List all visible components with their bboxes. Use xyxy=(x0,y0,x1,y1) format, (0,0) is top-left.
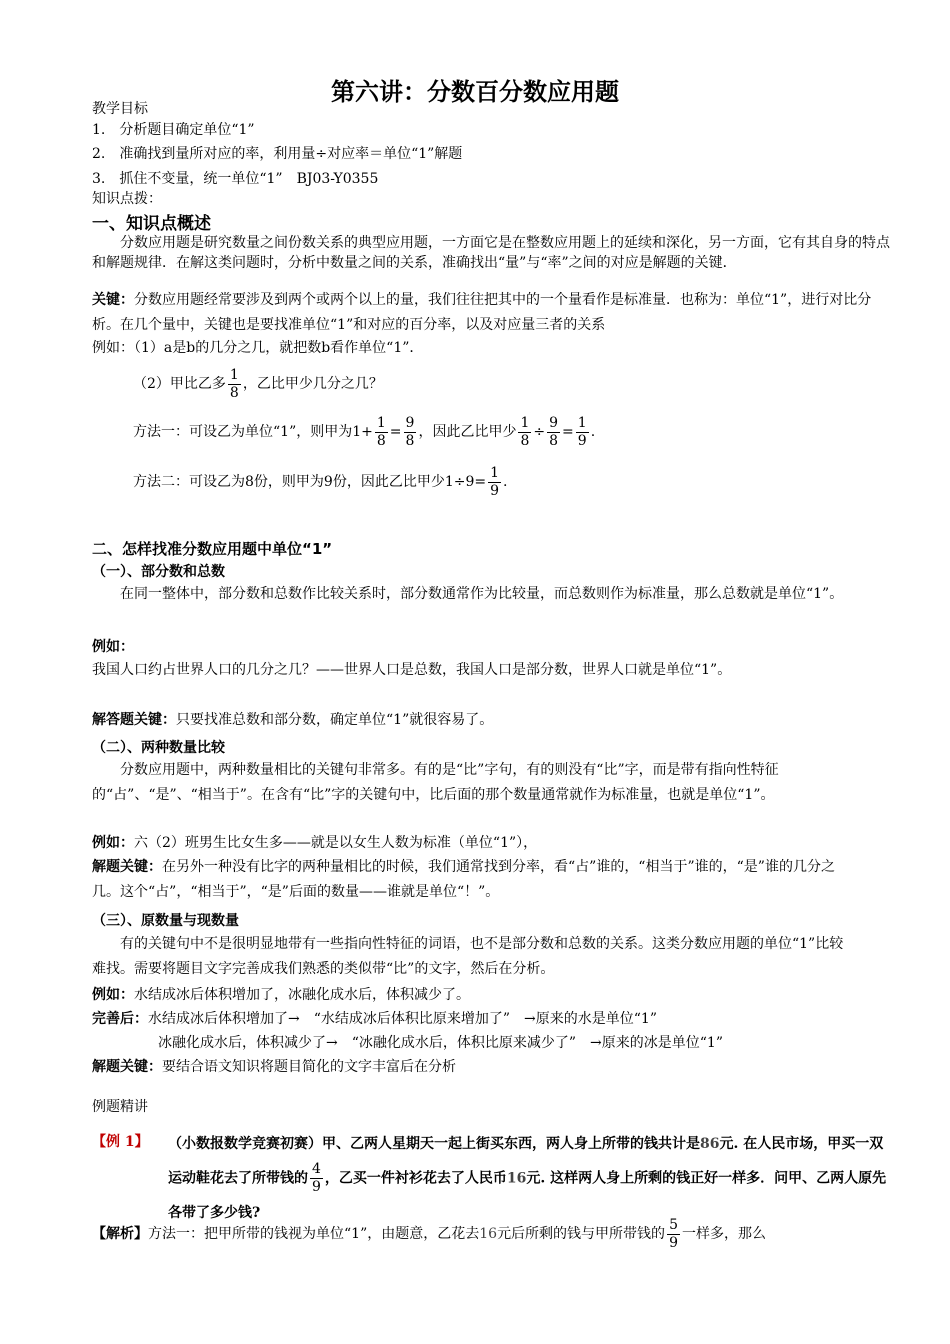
key-label: 关键： xyxy=(92,292,134,308)
one-div-nine: 1÷9 xyxy=(444,474,475,490)
shirt-price: 16 xyxy=(506,1170,527,1187)
sub1-example-text: 我国人口约占世界人口的几分之几？——世界人口是总数，我国人口是部分数，世界人口就是单位“1”。 xyxy=(92,662,732,678)
sub3-complete-line1 xyxy=(92,1010,657,1028)
example-text: 水结成冰后体积增加了，冰融化成水后，体积减少了。 xyxy=(134,987,470,1003)
fraction-nine-eighths xyxy=(404,415,417,450)
denominator: 9 xyxy=(312,1179,321,1195)
fraction-one-eighth xyxy=(375,415,388,450)
method1 xyxy=(133,410,595,454)
example-text: 六（2）班男生比女生多——就是以女生人数为标准（单位“1”）， xyxy=(134,835,538,851)
sub1-key xyxy=(92,711,493,729)
fraction-five-ninths xyxy=(667,1217,680,1252)
method2 xyxy=(133,460,507,504)
sub3-example xyxy=(92,986,470,1004)
numerator: 1 xyxy=(577,414,587,431)
goal-item: 3. 抓住不变量，统一单位“1” BJ03-Y0355 xyxy=(92,171,379,187)
numerator: 1 xyxy=(229,366,239,383)
numerator: 1 xyxy=(490,464,500,481)
analysis-text-a: 方法一：把甲所带的钱视为单位“1”，由题意，乙花去 xyxy=(148,1226,480,1242)
one-plus: 1+ xyxy=(352,424,373,440)
sub2-heading: （二）、两种数量比较 xyxy=(92,740,225,756)
section1-intro: 分数应用题是研究数量之间份数关系的典型应用题，一方面它是在整数应用题上的延续和深化，另一方面，它有其自身的特点和解题规律．在解这类问题时，分析中数量之间的关系，准确找出“量”与“率”之间的对应是解题的关键． xyxy=(92,235,890,271)
denominator: 8 xyxy=(229,384,239,401)
numerator: 5 xyxy=(669,1216,678,1233)
sub3-complete-line2: 冰融化成水后，体积减少了→ “冰融化成水后，体积比原来减少了” →原来的冰是单位“1” xyxy=(158,1035,723,1051)
fraction-one-eighth xyxy=(228,367,241,402)
period: . xyxy=(590,424,596,440)
fraction-one-ninth xyxy=(576,415,589,450)
key-text: 要结合语文知识将题目简化的文字丰富后在分析 xyxy=(162,1059,456,1075)
example2-post: ，乙比甲少几分之几？ xyxy=(242,376,383,392)
method1-mid: ，因此乙比甲少 xyxy=(418,424,517,440)
section1-example2 xyxy=(133,362,383,406)
equals: = xyxy=(389,424,402,440)
denominator: 8 xyxy=(405,432,415,449)
analysis xyxy=(92,1214,766,1254)
knowledge-label: 知识点拨： xyxy=(92,191,162,207)
goal-item: 2. 准确找到量所对应的率，利用量÷对应率＝单位“1”解题 xyxy=(92,146,463,162)
analysis-amount: 16 xyxy=(479,1226,498,1242)
denominator: 8 xyxy=(376,432,386,449)
numerator: 1 xyxy=(520,414,530,431)
examples-heading: 例题精讲 xyxy=(92,1099,148,1115)
denominator: 9 xyxy=(577,432,587,449)
numerator: 9 xyxy=(549,414,559,431)
numerator: 9 xyxy=(405,414,415,431)
sub1-heading: （一）、部分数和总数 xyxy=(92,564,225,580)
total-amount: 86 xyxy=(700,1136,720,1152)
example2-pre: （2）甲比乙多 xyxy=(133,376,226,392)
section1-key xyxy=(92,288,892,338)
denominator: 8 xyxy=(549,432,559,449)
key-label: 解答题关键： xyxy=(92,712,176,728)
section1-heading: 一、知识点概述 xyxy=(92,214,211,234)
example-label: 例如： xyxy=(92,987,134,1003)
key-label: 解题关键： xyxy=(92,859,162,875)
example1-text-a: （小数报数学竞赛初赛）甲、乙两人星期天一起上街买东西，两人身上所带的钱共计是 xyxy=(168,1136,700,1152)
example1-text-d: 元. 这样两人身上所剩的钱正好一样多．问甲、乙两人原先各带了多少钱? xyxy=(168,1170,887,1221)
sub3-body: 有的关键句中不是很明显地带有一些指向性特征的词语，也不是部分数和总数的关系。这类分数应用题的单位“1”比较难找。需要将题目文字完善成我们熟悉的类似带“比”的文字，然后在分析。 xyxy=(92,936,844,977)
example-label: 例如： xyxy=(92,835,134,851)
example1-tag: 【例 1】 xyxy=(92,1134,149,1150)
denominator: 9 xyxy=(490,482,500,499)
key-text: 在另外一种没有比字的两种量相比的时候，我们通常找到分率，看“占”谁的，“相当于”谁的，“是”谁的几分之几。这个“占”，“相当于”，“是”后面的数量——谁就是单位“！”。 xyxy=(92,859,835,900)
goals-heading: 教学目标 xyxy=(92,101,148,117)
page-title: 第六讲：分数百分数应用题 xyxy=(331,78,619,106)
fraction-one-eighth xyxy=(518,415,531,450)
goal-item: 1. 分析题目确定单位“1” xyxy=(92,122,255,138)
example1-text-b: 元. 在人民市场，甲买一双运动鞋花去了所带钱的 xyxy=(168,1136,884,1187)
complete-label: 完善后： xyxy=(92,1011,148,1027)
equals: = xyxy=(474,474,487,490)
denominator: 8 xyxy=(520,432,530,449)
period: . xyxy=(503,474,508,490)
sub1-body: 在同一整体中，部分数和总数作比较关系时，部分数通常作为比较量，而总数则作为标准量，那么总数就是单位“1”。 xyxy=(120,586,844,602)
sub2-key xyxy=(92,855,844,905)
fraction-four-ninths xyxy=(310,1161,323,1196)
sub2-body: 分数应用题中，两种数量相比的关键句非常多。有的是“比”字句，有的则没有“比”字，而是带有指向性特征的“占”、“是”、“相当于”。在含有“比”字的关键句中，比后面的那个数量通常就作为标准量，也就是单位“1”。 xyxy=(92,762,779,803)
method2-pre: 方法二：可设乙为8份，则甲为9份，因此乙比甲少 xyxy=(133,474,445,490)
sub3-heading: （三）、原数量与现数量 xyxy=(92,913,239,929)
complete-text: 水结成冰后体积增加了→ “水结成冰后体积比原来增加了” →原来的水是单位“1” xyxy=(148,1011,657,1027)
equals: = xyxy=(562,424,574,440)
key-text: 分数应用题经常要涉及到两个或两个以上的量，我们往往把其中的一个量看作是标准量．也称为：单位“1”，进行对比分析。在几个量中，关键也是要找准单位“1”和对应的百分率，以及对应量三者的关系 xyxy=(92,292,872,333)
numerator: 4 xyxy=(312,1161,321,1177)
analysis-text-c: 一样多，那么 xyxy=(681,1226,766,1242)
example1-text-c: ，乙买一件衬衫花去了人民币 xyxy=(324,1170,507,1187)
analysis-text-b: 元后所剩的钱与甲所带钱的 xyxy=(497,1226,666,1242)
numerator: 1 xyxy=(376,414,386,431)
key-text: 只要找准总数和部分数，确定单位“1”就很容易了。 xyxy=(176,712,494,728)
analysis-tag: 【解析】 xyxy=(92,1226,148,1242)
method1-pre: 方法一：可设乙为单位“1”，则甲为 xyxy=(133,424,353,440)
sub3-key xyxy=(92,1058,456,1076)
divide: ÷ xyxy=(533,424,546,440)
sub1-example-label: 例如： xyxy=(92,639,134,655)
fraction-nine-eighths xyxy=(547,415,560,450)
fraction-one-ninth xyxy=(488,465,501,500)
denominator: 9 xyxy=(669,1234,678,1251)
sub2-example xyxy=(92,834,537,852)
key-label: 解题关键： xyxy=(92,1059,162,1075)
section2-heading: 二、怎样找准分数应用题中单位“1” xyxy=(92,540,333,558)
section1-example1: 例如：（1）a是b的几分之几，就把数b看作单位“1”． xyxy=(92,340,424,356)
